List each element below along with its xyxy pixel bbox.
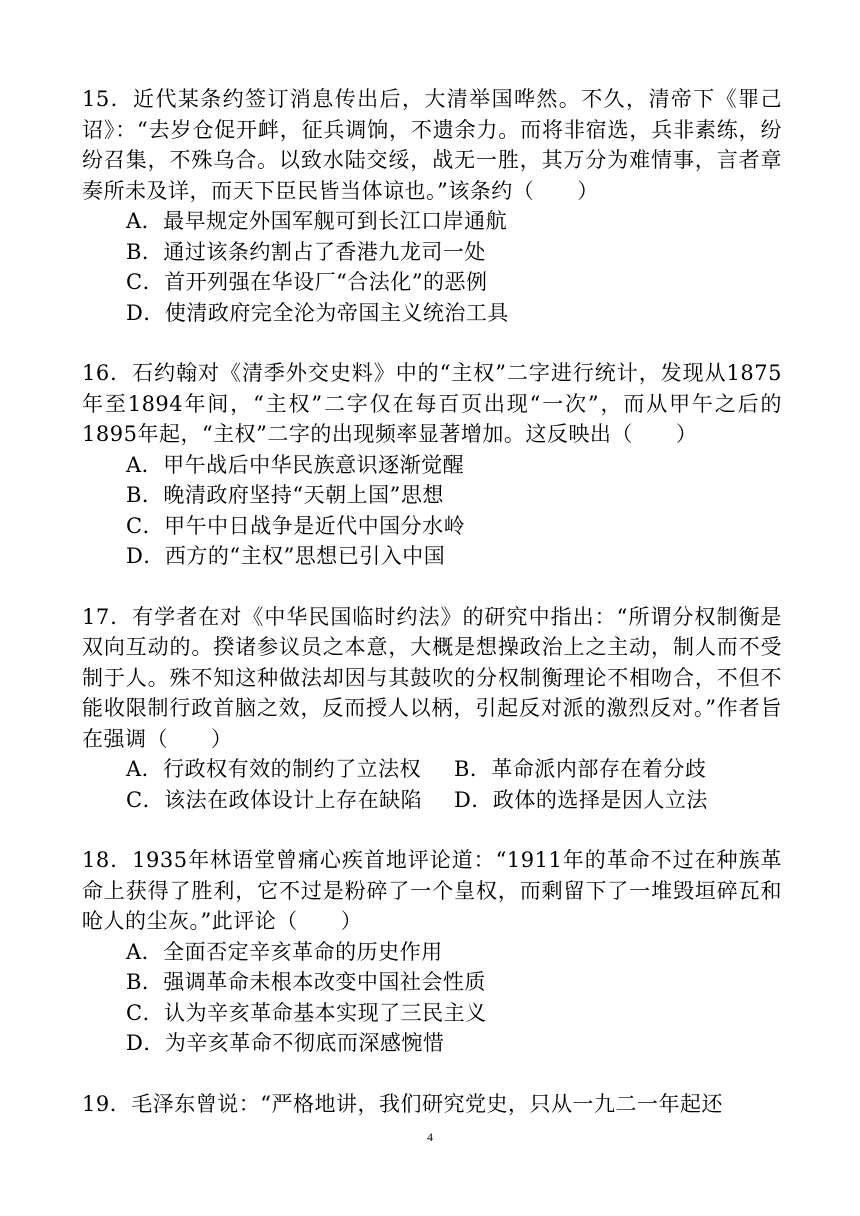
option-b: B．强调革命未根本改变中国社会性质: [126, 970, 486, 994]
page-number: 4: [427, 1130, 433, 1144]
option-b: B．革命派内部存在着分歧: [454, 757, 707, 781]
document-page: [82, 84, 782, 1149]
question-18: [82, 845, 782, 1059]
option-d: D．西方的“主权”思想已引入中国: [126, 544, 446, 568]
option-row: [126, 754, 782, 785]
option-d: D．政体的选择是因人立法: [454, 787, 708, 812]
option-c: C．认为辛亥革命基本实现了三民主义: [126, 1000, 487, 1025]
question-17: [82, 602, 782, 816]
option-d: D．为辛亥革命不彻底而深感惋惜: [126, 1031, 445, 1055]
question-stem: 17．有学者在对《中华民国临时约法》的研究中指出：“所谓分权制衡是双向互动的。揆诸参议员之本意，大概是想操政治上之主动，制人而不受制于人。殊不知这种做法却因与其鼓吹的分权制衡理论不相吻合，不但不能收限制行政首脑之效，反而授人以柄，引起反对派的激烈反对。”作者旨在强调（ ）: [82, 604, 782, 751]
option-c: C．该法在政体设计上存在缺陷: [126, 787, 423, 812]
option-d: D．使清政府完全沦为帝国主义统治工具: [126, 300, 509, 325]
question-stem: 18．1935年林语堂曾痛心疾首地评论道：“1911年的革命不过在种族革命上获得了胜利，它不过是粉碎了一个皇权，而剩留下了一堆毁垣碎瓦和呛人的尘灰。”此评论（ ）: [82, 848, 782, 933]
option-c: C．首开列强在华设厂“合法化”的恶例: [126, 270, 488, 294]
option-b: B．晚清政府坚持“天朝上国”思想: [126, 483, 444, 507]
question-stem: 15．近代某条约签订消息传出后，大清举国哗然。不久，清帝下《罪己诏》：“去岁仓促开衅，征兵调饷，不遗余力。而将非宿选，兵非素练，纷纷召集，不殊乌合。以致水陆交绥，战无一胜，其万分为难情事，言者章奏所未及详，而天下臣民皆当体谅也。”该条约（ ）: [82, 87, 782, 203]
option-b: B．通过该条约割占了香港九龙司一处: [126, 239, 486, 264]
option-row: [126, 785, 782, 816]
question-15: [82, 84, 782, 328]
option-a: A．全面否定辛亥革命的历史作用: [126, 939, 443, 964]
option-a: A．行政权有效的制约了立法权: [126, 757, 422, 781]
question-16: [82, 358, 782, 572]
option-a: A．甲午战后中华民族意识逐渐觉醒: [126, 452, 465, 477]
question-19: [82, 1089, 782, 1120]
question-stem: 16．石约翰对《清季外交史料》中的“主权”二字进行统计，发现从1875年至1894年间，“主权”二字仅在每百页出现“一次”，而从甲午之后的1895年起，“主权”二字的出现频率显著增加。这反映出（ ）: [82, 361, 782, 446]
option-a: A．最早规定外国军舰可到长江口岸通航: [126, 209, 508, 233]
option-c: C．甲午中日战争是近代中国分水岭: [126, 513, 466, 538]
question-stem: 19．毛泽东曾说：“严格地讲，我们研究党史，只从一九二一年起还: [82, 1091, 723, 1116]
